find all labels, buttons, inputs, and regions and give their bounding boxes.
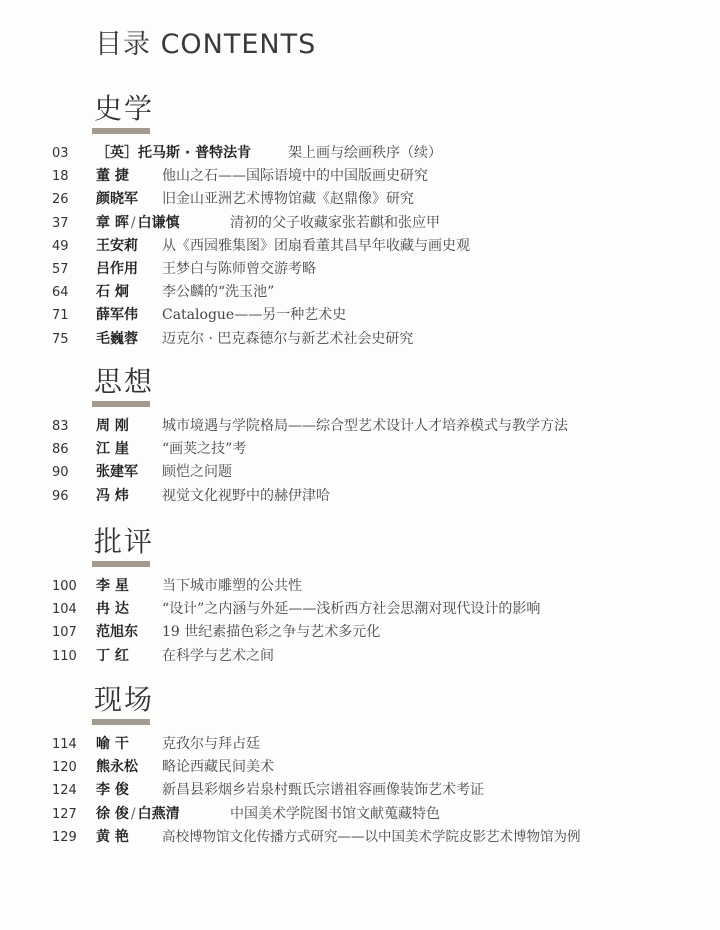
author-name: 黄 艳	[96, 828, 129, 845]
page-number: 18	[52, 169, 69, 185]
author-name: 冉 达	[96, 601, 129, 618]
toc-list	[0, 575, 720, 668]
article-title: 在科学与艺术之间	[162, 647, 274, 664]
section-title: 史学	[94, 92, 155, 125]
toc-list	[0, 733, 720, 849]
article-title: 克孜尔与拜占廷	[162, 736, 260, 752]
author-name: 范旭东	[96, 624, 138, 641]
page-number: 100	[52, 579, 77, 594]
page-number: 110	[52, 648, 77, 664]
page-number: 90	[52, 465, 69, 481]
toc-entry[interactable]	[0, 212, 720, 235]
toc-entry[interactable]	[0, 621, 720, 644]
page-title: 目录 CONTENTS	[95, 29, 317, 60]
page-number: 03	[52, 146, 69, 161]
author-separator: /	[130, 805, 136, 822]
page-number: 129	[52, 829, 77, 845]
author-name: 李 俊	[96, 782, 129, 799]
toc-entry[interactable]	[0, 258, 720, 281]
page-number: 64	[52, 285, 69, 301]
author-name: 颜晓军	[96, 191, 138, 208]
toc-entry[interactable]	[0, 415, 720, 438]
page-number: 96	[52, 488, 69, 504]
page-number: 120	[52, 760, 77, 776]
author-name	[96, 803, 180, 826]
section-underline-bar	[92, 401, 150, 407]
article-title: 顾恺之问题	[162, 464, 232, 481]
page-number: 83	[52, 419, 69, 434]
section-header	[92, 365, 720, 413]
page-number: 114	[52, 737, 77, 752]
author-name: 丁 红	[96, 647, 129, 664]
author-name: 王安莉	[96, 237, 138, 254]
author-name-secondary: 白谦慎	[137, 214, 180, 231]
toc-entry[interactable]	[0, 485, 720, 508]
author-name: ［英］托马斯 · 普特法肯	[96, 145, 252, 161]
toc-entry[interactable]	[0, 598, 720, 621]
article-title: 略论西藏民间美术	[162, 759, 274, 776]
toc-list	[0, 142, 720, 351]
toc-entry[interactable]	[0, 779, 720, 802]
article-title: 城市境遇与学院格局——综合型艺术设计人才培养模式与教学方法	[162, 418, 568, 434]
toc-entry[interactable]	[0, 438, 720, 461]
page-number: 26	[52, 192, 69, 208]
toc-list	[0, 415, 720, 508]
toc-entry[interactable]	[0, 142, 720, 165]
page-number: 124	[52, 783, 77, 799]
page-number: 57	[52, 261, 69, 277]
author-name: 周 刚	[96, 418, 129, 434]
author-name	[96, 212, 180, 235]
page-number: 71	[52, 308, 69, 324]
toc-entry[interactable]	[0, 803, 720, 826]
section-title: 批评	[94, 525, 155, 558]
toc-entry[interactable]	[0, 733, 720, 756]
toc-entry[interactable]	[0, 756, 720, 779]
author-name: 熊永松	[96, 759, 138, 776]
article-title: 当下城市雕塑的公共性	[162, 578, 302, 594]
article-title: 李公麟的“洗玉池”	[162, 284, 275, 301]
article-title: 中国美术学院图书馆文献蒐藏特色	[230, 805, 440, 822]
toc-entry[interactable]	[0, 281, 720, 304]
author-name: 吕作用	[96, 260, 138, 277]
section-thought	[0, 365, 720, 508]
author-name: 石 炯	[96, 284, 129, 301]
section-history	[0, 92, 720, 351]
author-name: 张建军	[96, 464, 138, 481]
section-title: 思想	[94, 365, 155, 398]
author-name-primary: 章 晖	[96, 214, 129, 231]
section-criticism	[0, 525, 720, 668]
article-title: Catalogue——另一种艺术史	[162, 307, 347, 324]
article-title: 从《西园雅集图》团扇看董其昌早年收藏与画史观	[162, 237, 470, 254]
page-number: 75	[52, 331, 69, 347]
author-name: 喻 干	[96, 736, 129, 752]
article-title: “设计”之内涵与外延——浅析西方社会思潮对现代设计的影响	[162, 601, 541, 618]
toc-entry[interactable]	[0, 235, 720, 258]
author-name: 毛巍蓉	[96, 330, 138, 347]
page-number: 49	[52, 238, 69, 254]
section-title: 现场	[94, 683, 155, 716]
section-underline-bar	[92, 128, 150, 134]
author-name: 冯 炜	[96, 487, 129, 504]
section-underline-bar	[92, 561, 150, 567]
article-title: 视觉文化视野中的赫伊津哈	[162, 487, 330, 504]
section-header	[92, 525, 720, 573]
page-number: 37	[52, 215, 69, 231]
article-title: 旧金山亚洲艺术博物馆藏《赵鼎像》研究	[162, 191, 414, 208]
article-title: 王梦白与陈师曾交游考略	[162, 260, 316, 277]
author-name-secondary: 白燕清	[137, 805, 180, 822]
toc-entry[interactable]	[0, 575, 720, 598]
toc-entry[interactable]	[0, 188, 720, 211]
section-underline-bar	[92, 719, 150, 725]
toc-entry[interactable]	[0, 826, 720, 849]
author-name: 薛军伟	[96, 307, 138, 324]
article-title: 他山之石——国际语境中的中国版画史研究	[162, 168, 428, 185]
article-title: “画荚之技”考	[162, 441, 247, 458]
toc-entry[interactable]	[0, 165, 720, 188]
author-name: 董 捷	[96, 168, 129, 185]
article-title: 19 世纪素描色彩之争与艺术多元化	[162, 624, 381, 641]
author-name-primary: 徐 俊	[96, 805, 129, 822]
article-title: 迈克尔 · 巴克森德尔与新艺术社会史研究	[162, 330, 414, 347]
toc-entry[interactable]	[0, 645, 720, 668]
author-name: 江 崖	[96, 441, 129, 458]
toc-entry[interactable]	[0, 461, 720, 484]
author-name: 李 星	[96, 578, 129, 594]
article-title: 架上画与绘画秩序（续）	[288, 145, 442, 161]
article-title: 新昌县彩烟乡岩泉村甄氏宗谱祖容画像装饰艺术考证	[162, 782, 484, 799]
section-field	[0, 683, 720, 849]
article-title: 高校博物馆文化传播方式研究——以中国美术学院皮影艺术博物馆为例	[162, 828, 581, 845]
section-header	[92, 92, 720, 140]
article-title: 清初的父子收藏家张若麒和张应甲	[230, 214, 440, 231]
toc-entry[interactable]	[0, 328, 720, 351]
page-number: 107	[52, 625, 77, 641]
author-separator: /	[130, 214, 136, 231]
page-number: 86	[52, 442, 69, 458]
toc-entry[interactable]	[0, 304, 720, 327]
section-header	[92, 683, 720, 731]
page-number: 104	[52, 602, 77, 618]
page-number: 127	[52, 806, 77, 822]
